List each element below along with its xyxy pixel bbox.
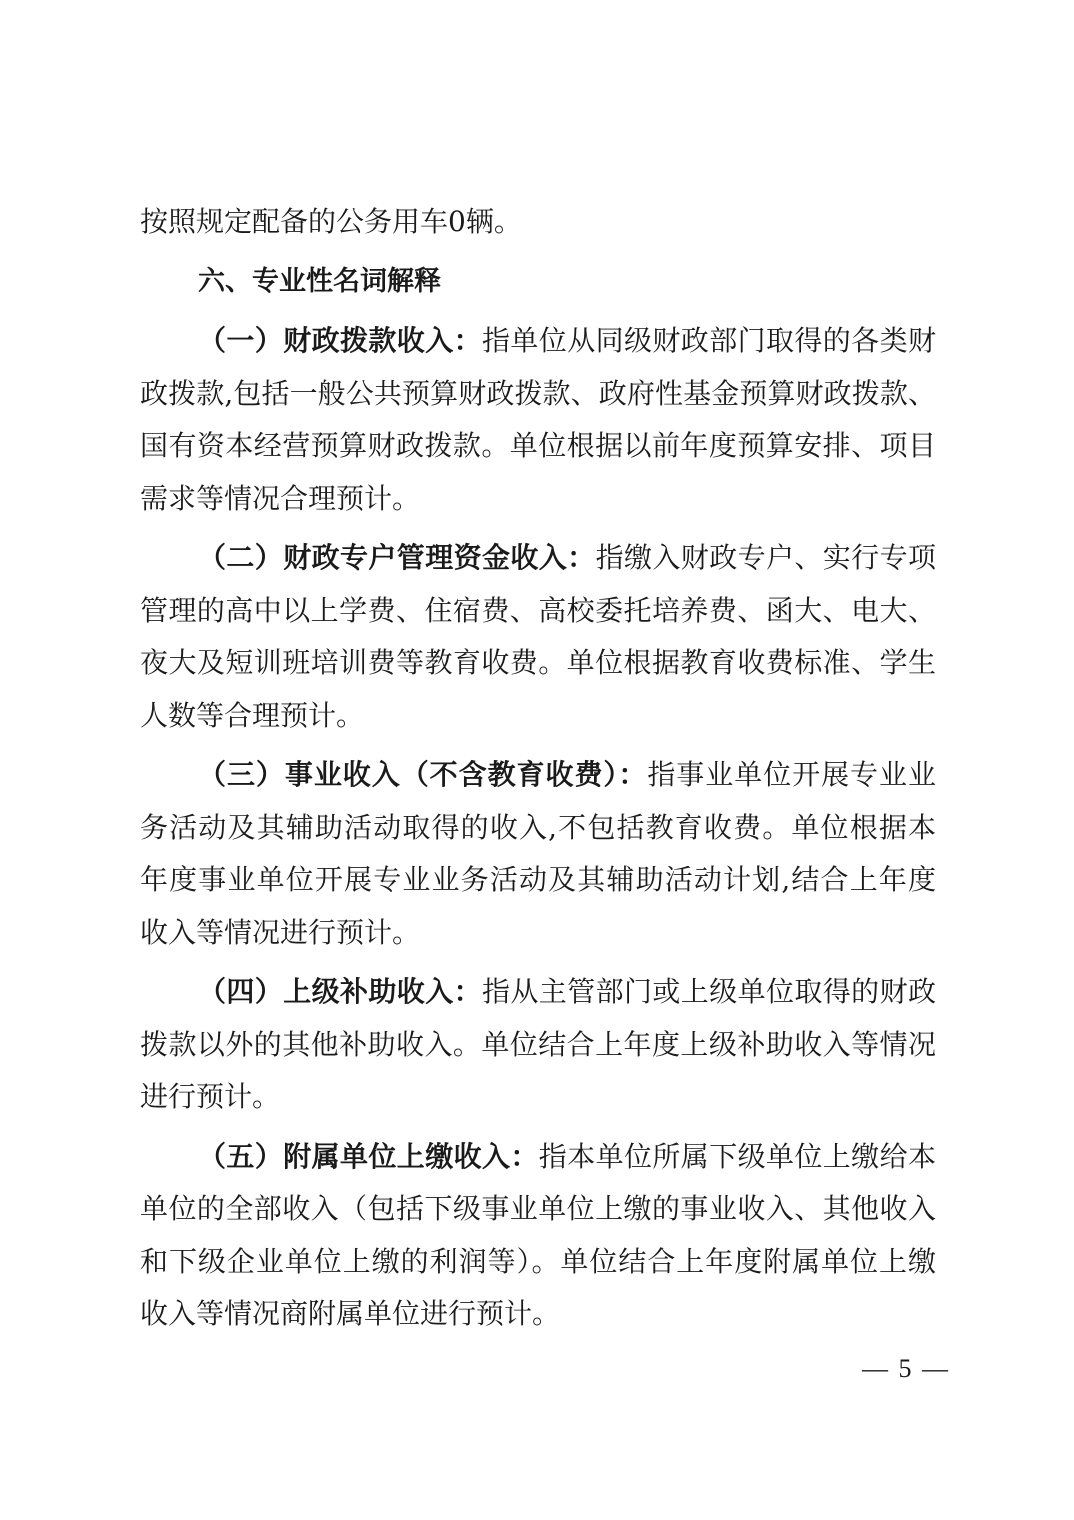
paragraph bbox=[140, 1131, 936, 1341]
paragraph-line bbox=[140, 420, 936, 473]
paragraph-line bbox=[140, 966, 936, 1019]
document-page bbox=[140, 196, 936, 1348]
paragraph-line bbox=[140, 1019, 936, 1072]
paragraph-line bbox=[140, 585, 936, 638]
intro-line: 按照规定配备的公务用车0辆。 bbox=[140, 205, 522, 238]
paragraph-line bbox=[140, 690, 936, 743]
paragraph-line bbox=[140, 473, 936, 526]
line-text: 务活动及其辅助活动取得的收入,不包括教育收费。单位根据本 bbox=[140, 810, 936, 844]
paragraph bbox=[140, 749, 936, 959]
paragraph-line bbox=[140, 315, 936, 368]
line-text: 夜大及短训班培训费等教育收费。单位根据教育收费标准、学生 bbox=[140, 646, 936, 679]
paragraphs bbox=[140, 315, 936, 1341]
line-text: 和下级企业单位上缴的利润等）。单位结合上年度附属单位上缴 bbox=[140, 1244, 936, 1278]
paragraph-line bbox=[140, 749, 936, 802]
line-text: 指单位从同级财政部门取得的各类财 bbox=[482, 324, 936, 357]
paragraph-line bbox=[140, 368, 936, 421]
line-text: 拨款以外的其他补助收入。单位结合上年度上级补助收入等情况 bbox=[140, 1027, 936, 1061]
line-text: 需求等情况合理预计。 bbox=[140, 481, 421, 515]
line-text: 进行预计。 bbox=[140, 1080, 281, 1113]
line-text: 指从主管部门或上级单位取得的财政 bbox=[482, 975, 936, 1008]
paragraph-line bbox=[140, 1236, 936, 1289]
line-text: 指缴入财政专户、实行专项 bbox=[595, 541, 936, 574]
section-heading: 六、专业性名词解释 bbox=[198, 265, 441, 297]
term-label: （二）财政专户管理资金收入： bbox=[198, 541, 596, 574]
paragraph-line bbox=[140, 1131, 936, 1184]
paragraph-line bbox=[140, 1288, 936, 1341]
term-label: （一）财政拨款收入： bbox=[198, 324, 482, 357]
line-text: 指事业单位开展专业业 bbox=[647, 758, 936, 791]
page-number: — 5 — bbox=[862, 1354, 950, 1383]
paragraph-line bbox=[140, 802, 936, 855]
paragraph-line bbox=[140, 1183, 936, 1236]
term-label: （三）事业收入（不含教育收费）： bbox=[198, 758, 648, 791]
paragraph-line bbox=[140, 637, 936, 690]
line-text: 单位的全部收入（包括下级事业单位上缴的事业收入、其他收入 bbox=[140, 1192, 936, 1225]
line-text: 国有资本经营预算财政拨款。单位根据以前年度预算安排、项目 bbox=[140, 429, 936, 462]
term-label: （四）上级补助收入： bbox=[198, 975, 482, 1008]
paragraph bbox=[140, 966, 936, 1124]
line-text: 收入等情况进行预计。 bbox=[140, 915, 421, 949]
line-text: 人数等合理预计。 bbox=[140, 698, 365, 732]
line-text: 政拨款,包括一般公共预算财政拨款、政府性基金预算财政拨款、 bbox=[140, 376, 936, 410]
line-text: 指本单位所属下级单位上缴给本 bbox=[538, 1139, 936, 1173]
line-text: 管理的高中以上学费、住宿费、高校委托培养费、函大、电大、 bbox=[140, 593, 936, 627]
paragraph-line bbox=[140, 1071, 936, 1124]
term-label: （五）附属单位上缴收入： bbox=[198, 1139, 539, 1173]
paragraph-line bbox=[140, 907, 936, 960]
paragraph-line bbox=[140, 532, 936, 585]
line-text: 收入等情况商附属单位进行预计。 bbox=[140, 1297, 561, 1330]
paragraph-line bbox=[140, 854, 936, 907]
paragraph bbox=[140, 315, 936, 525]
line-text: 年度事业单位开展专业业务活动及其辅助活动计划,结合上年度 bbox=[140, 863, 936, 896]
paragraph bbox=[140, 532, 936, 742]
